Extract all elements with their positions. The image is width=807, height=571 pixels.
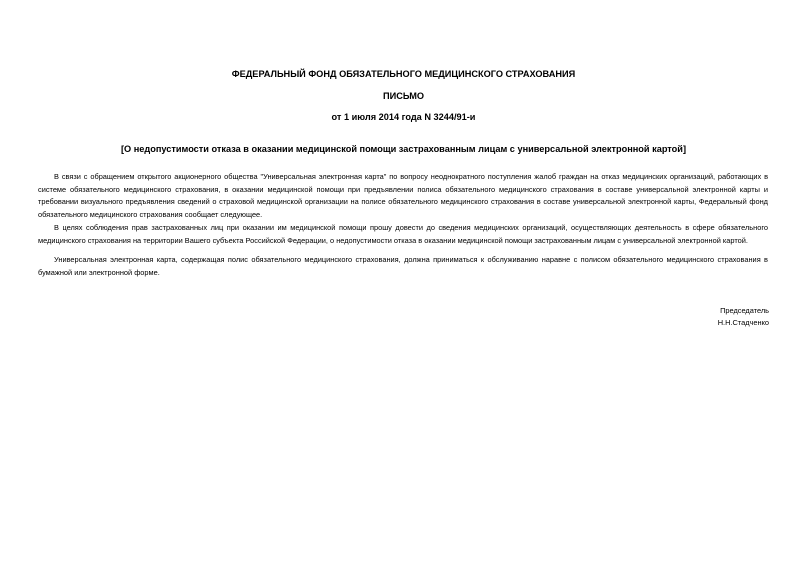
signature-block (718, 305, 769, 328)
document-type: ПИСЬМО (382, 91, 425, 101)
document-date-number: от 1 июля 2014 года N 3244/91-и (331, 112, 476, 122)
organization-title: ФЕДЕРАЛЬНЫЙ ФОНД ОБЯЗАТЕЛЬНОГО МЕДИЦИНСКОГО СТРАХОВАНИЯ (231, 69, 576, 79)
document-subject: [О недопустимости отказа в оказании медицинской помощи застрахованным лицам с универсальной электронной картой] (120, 144, 687, 154)
signature-name: Н.Н.Стадченко (717, 317, 769, 327)
body-paragraph-2: В целях соблюдения прав застрахованных лиц при оказании им медицинской помощи прошу довести до сведения медицинских организаций, осуществляющих деятельность в сфере обязательного медицинского страхования на территории Вашего субъекта Российской Федерации, о недопустимости отказа в оказании медицинской помощи застрахованным лицам с универсальной электронной картой. (38, 223, 768, 245)
body-paragraph-3: Универсальная электронная карта, содержащая полис обязательного медицинского страхования, должна приниматься к обслуживанию наравне с полисом обязательного медицинского страхования в бумажной или электронной форме. (38, 255, 768, 277)
signature-position: Председатель (720, 306, 769, 315)
body-paragraph-1: В связи с обращением открытого акционерного общества "Универсальная электронная карта" по вопросу неоднократного поступления жалоб граждан на отказ медицинских организаций, работающих в системе обязательного медицинского страхования, в оказании медицинской помощи при предъявлении полиса обязательного медицинского страхования в составе универсальной электронной карты и требовании визуального предъявления сведений о страховой медицинской организации на полисе обязательного медицинского страхования в составе универсальной электронной карты, Федеральный фонд обязательного медицинского страхования сообщает следующее. (38, 172, 768, 219)
